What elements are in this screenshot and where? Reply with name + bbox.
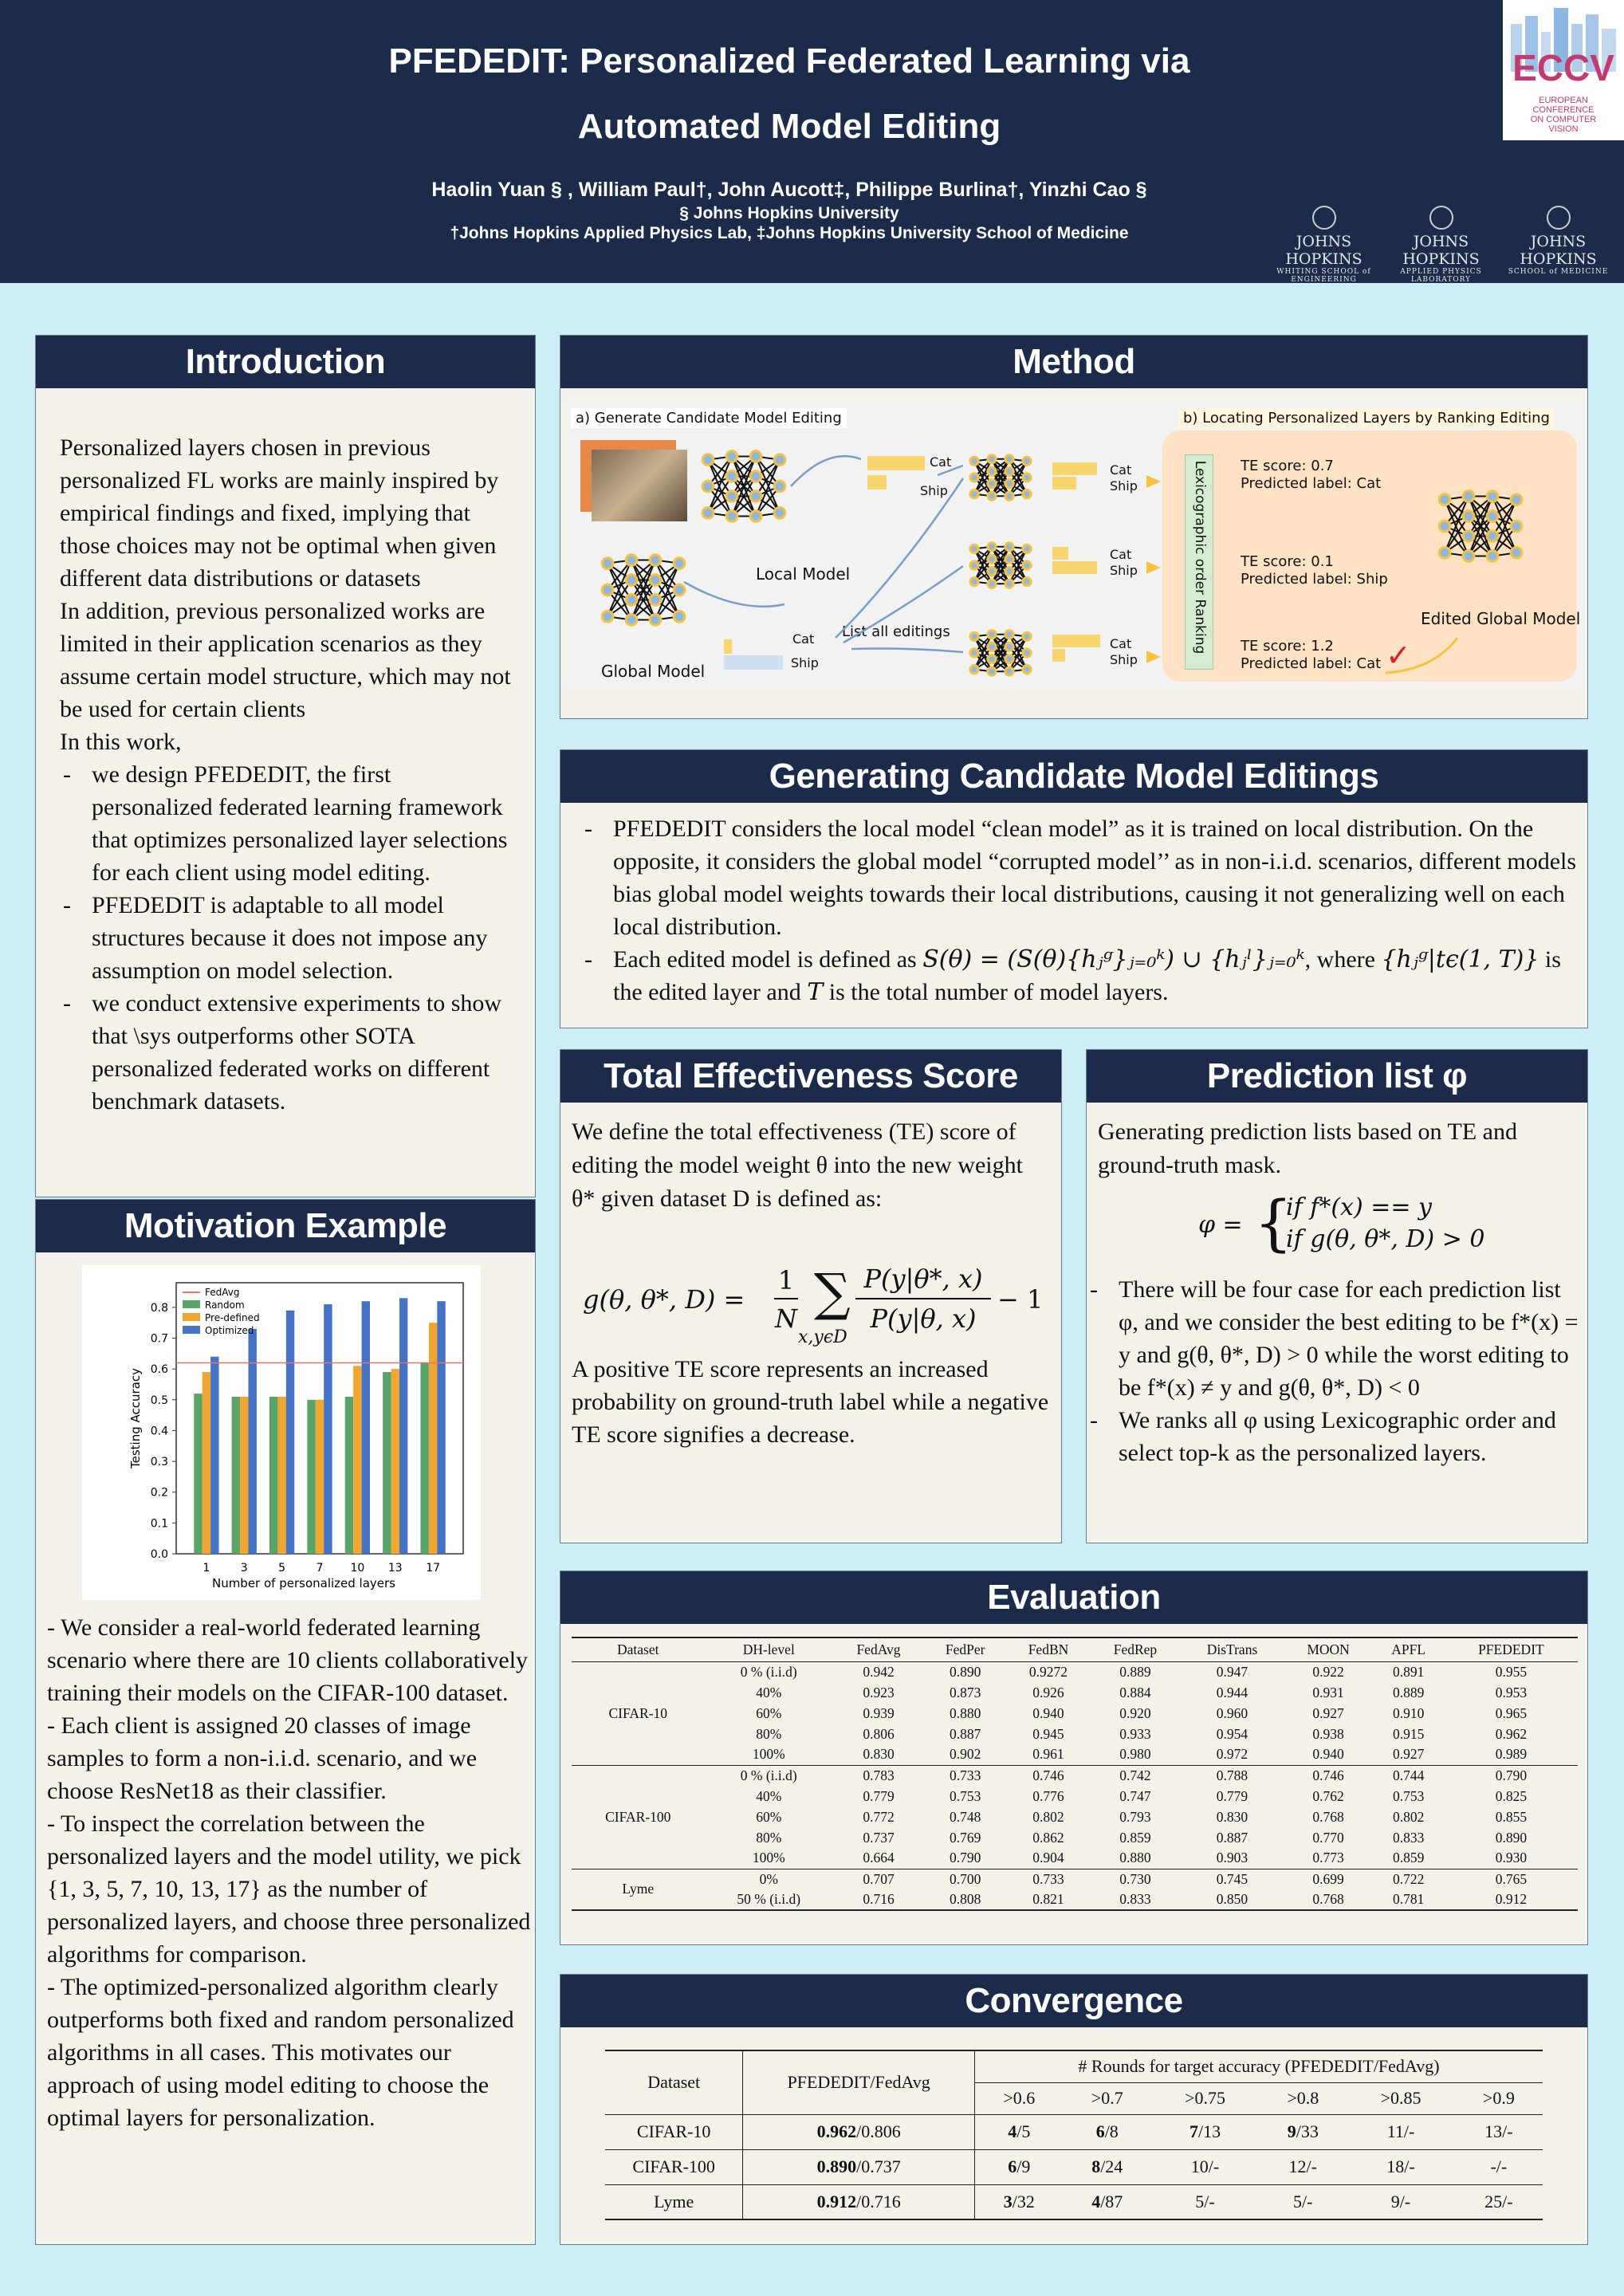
table-cell: 8/24 xyxy=(1091,2156,1123,2176)
introduction-heading: Introduction xyxy=(36,336,535,388)
y-tick-label: 0.5 xyxy=(150,1394,168,1407)
table-cell: 11/- xyxy=(1386,2121,1415,2141)
class-label: Cat xyxy=(930,454,952,470)
class-label: Ship xyxy=(1110,563,1138,578)
table-cell: 0.753 xyxy=(1392,1787,1425,1804)
table-cell: 0.944 xyxy=(1216,1684,1248,1700)
table-cell: 0.927 xyxy=(1392,1746,1425,1763)
table-cell: 0.940 xyxy=(1312,1746,1344,1763)
table-cell: 0.806 xyxy=(863,1725,895,1742)
table-cell: 0.954 xyxy=(1216,1725,1248,1742)
x-tick-label: 5 xyxy=(278,1562,286,1575)
flow-arrows xyxy=(564,399,1585,687)
table-cell: 0.940 xyxy=(1032,1704,1064,1721)
convergence-panel xyxy=(560,1974,1588,2245)
jhu-seal-icon xyxy=(1312,206,1336,230)
bar-pre-defined xyxy=(316,1400,324,1554)
table-cell: 0.747 xyxy=(1119,1787,1151,1804)
table-cell: 0.887 xyxy=(949,1725,981,1742)
table-cell: 0.922 xyxy=(1312,1663,1344,1680)
te-definition: We define the total effectiveness (TE) score of editing the model weight θ into the new weight θ* given dataset D is defined as: xyxy=(572,1119,1023,1212)
y-tick-label: 0.3 xyxy=(150,1456,168,1469)
table-cell: 25/- xyxy=(1484,2191,1513,2211)
table-cell: 0.859 xyxy=(1392,1850,1425,1866)
table-cell: 0.769 xyxy=(949,1829,981,1846)
table-cell: 0.923 xyxy=(863,1684,895,1700)
table-cell: 0.781 xyxy=(1392,1891,1425,1907)
table-cell: 0.931 xyxy=(1312,1684,1344,1700)
motivation-paragraph: - We consider a real-world federated learning scenario where there are 10 clients collaboratively training their models on the CIFAR-100 dataset. xyxy=(47,1614,529,1706)
table-cell: 0.960 xyxy=(1216,1704,1248,1721)
threshold-header: >0.8 xyxy=(1287,2088,1319,2108)
bar-random xyxy=(269,1397,277,1554)
table-cell: 0.707 xyxy=(863,1870,895,1887)
affiliation-apl: †Johns Hopkins Applied Physics Lab, ‡Johns Hopkins University School of Medicine xyxy=(450,224,1129,242)
table-cell: 6/9 xyxy=(1008,2156,1031,2176)
table-cell: 0.733 xyxy=(1032,1870,1064,1887)
author-list: Haolin Yuan § , William Paul†, John Aucott‡, Philippe Burlina†, Yinzhi Cao § xyxy=(431,179,1147,201)
table-cell: 0.962/0.806 xyxy=(743,2114,975,2149)
bar-pre-defined xyxy=(277,1397,285,1554)
table-cell: 0.880 xyxy=(949,1704,981,1721)
table-cell: 60% xyxy=(756,1808,782,1825)
list-item: - PFEDEDIT considers the local model “clean model” as it is trained on local distribution. On the opposite, it considers the global model “corrupted model’’ as in non-i.i.d. scenarios, different models bias global model weights towards their local distributions, causing it not generalizing well on each local distribution. xyxy=(581,812,1587,943)
dataset-cell: Lyme xyxy=(622,1881,655,1897)
table-cell: 0.762 xyxy=(1312,1787,1344,1804)
table-row xyxy=(572,1827,1578,1848)
table-cell: 0.742 xyxy=(1119,1767,1151,1783)
table-cell: 0.862 xyxy=(1032,1829,1064,1846)
table-cell: 0.890 xyxy=(1495,1829,1528,1846)
table-cell: 0.939 xyxy=(863,1704,895,1721)
poster-header xyxy=(0,0,1624,283)
y-tick-label: 0.6 xyxy=(150,1363,168,1377)
y-tick-label: 0.7 xyxy=(150,1332,168,1346)
x-tick-label: 1 xyxy=(203,1562,210,1575)
table-cell: 0.855 xyxy=(1495,1808,1528,1825)
table-row xyxy=(605,2184,1543,2219)
introduction-panel xyxy=(35,335,536,1197)
bar-pre-defined xyxy=(429,1323,437,1554)
table-cell: 0.955 xyxy=(1495,1663,1528,1680)
x-tick-label: 13 xyxy=(387,1562,403,1575)
poster-title-line1: PFEDEDIT: Personalized Federated Learning via xyxy=(388,41,1190,81)
dataset-cell: Lyme xyxy=(605,2184,743,2219)
legend-entry: FedAvg xyxy=(205,1287,240,1298)
threshold-header: >0.85 xyxy=(1380,2088,1421,2108)
bar-random xyxy=(307,1400,315,1554)
poster-title-line2: Automated Model Editing xyxy=(577,107,1001,146)
motivation-paragraph: - To inspect the correlation between the personalized layers and the model utility, we pick {1, 3, 5, 7, 10, 13, 17} as the number of personalized layers, and choose three personalized algorithms for comparison. xyxy=(47,1810,531,1968)
table-cell: 0.802 xyxy=(1392,1808,1425,1825)
list-editings-label: List all editings xyxy=(842,623,950,640)
table-cell: 0 % (i.i.d) xyxy=(740,1663,797,1680)
table-cell: 0.821 xyxy=(1032,1891,1064,1907)
jhu-seal-icon xyxy=(1429,206,1453,230)
step-a-label: a) Generate Candidate Model Editing xyxy=(571,408,847,428)
table-cell: 0.699 xyxy=(1312,1870,1344,1887)
prediction-list-heading: Prediction list φ xyxy=(1087,1050,1587,1103)
evaluation-panel xyxy=(560,1571,1588,1945)
eccv-wordmark: ECCV xyxy=(1512,47,1614,88)
table-cell: 0.903 xyxy=(1216,1850,1248,1866)
x-tick-label: 7 xyxy=(316,1562,324,1575)
table-cell: 100% xyxy=(752,1850,785,1866)
evaluation-heading: Evaluation xyxy=(560,1571,1587,1624)
table-cell: 0.912/0.716 xyxy=(743,2184,975,2219)
table-cell: 0.746 xyxy=(1032,1767,1064,1783)
table-cell: 0.716 xyxy=(863,1891,895,1907)
table-cell: 0.788 xyxy=(1216,1767,1248,1783)
y-tick-label: 0.0 xyxy=(150,1548,168,1561)
column-header: PFEDEDIT/FedAvg xyxy=(743,2050,975,2114)
column-header: MOON xyxy=(1307,1641,1350,1657)
table-cell: 0.972 xyxy=(1216,1746,1248,1763)
bar-pre-defined xyxy=(353,1366,361,1554)
table-cell: 0.776 xyxy=(1032,1787,1064,1804)
column-header: FedAvg xyxy=(856,1641,901,1657)
prediction-list-panel xyxy=(1086,1049,1588,1543)
dataset-cell: CIFAR-100 xyxy=(605,2149,743,2184)
table-cell: 5/- xyxy=(1195,2191,1215,2211)
table-cell: 9/33 xyxy=(1287,2121,1319,2141)
jhu-medicine-logo: JOHNS HOPKINS SCHOOL of MEDICINE xyxy=(1500,206,1616,276)
class-label: Cat xyxy=(1110,462,1132,478)
table-cell: 9/- xyxy=(1390,2191,1411,2211)
table-cell: 0.961 xyxy=(1032,1746,1064,1763)
eccv-logo xyxy=(1503,0,1624,140)
table-cell: 0.942 xyxy=(863,1663,895,1680)
column-header: # Rounds for target accuracy (PFEDEDIT/FedAvg) xyxy=(974,2050,1543,2082)
table-row xyxy=(605,2149,1543,2184)
intro-paragraph: In this work, xyxy=(60,729,182,755)
column-header: Dataset xyxy=(605,2050,743,2114)
bar-random xyxy=(232,1397,240,1554)
step-b-label: b) Locating Personalized Layers by Ranking Editing xyxy=(1178,408,1555,428)
motivation-paragraph: - Each client is assigned 20 classes of image samples to form a non-i.i.d. scenario, and we choose ResNet18 as their classifier. xyxy=(47,1712,478,1804)
motivation-chart xyxy=(82,1265,481,1600)
column-header: PFEDEDIT xyxy=(1478,1641,1544,1657)
table-cell: 0.910 xyxy=(1392,1704,1425,1721)
y-axis-label: Testing Accuracy xyxy=(128,1368,143,1468)
table-cell: 0.887 xyxy=(1216,1829,1248,1846)
table-cell: 0.938 xyxy=(1312,1725,1344,1742)
table-row xyxy=(572,1786,1578,1807)
x-tick-label: 17 xyxy=(426,1562,441,1575)
table-cell: 0 % (i.i.d) xyxy=(740,1767,797,1783)
bar-optimized xyxy=(324,1304,332,1554)
threshold-header: >0.9 xyxy=(1482,2088,1515,2108)
x-tick-label: 3 xyxy=(240,1562,248,1575)
generating-panel xyxy=(560,749,1588,1028)
table-cell: 0.904 xyxy=(1032,1850,1064,1866)
table-cell: 80% xyxy=(756,1725,782,1742)
bar-pre-defined xyxy=(203,1372,210,1554)
list-item: - Each edited model is defined as S(θ) = (S(θ){hⱼᵍ}ⱼ₌₀ᵏ) ∪ {hⱼˡ}ⱼ₌₀ᵏ, where {hⱼᵍ|tϵ(1, T)} is the edited layer and T is the total number of model layers. xyxy=(581,943,1587,1008)
accuracy-bar-chart xyxy=(82,1265,481,1600)
table-cell: 0.833 xyxy=(1119,1891,1151,1907)
table-cell: 0.770 xyxy=(1312,1829,1344,1846)
table-cell: 100% xyxy=(752,1746,785,1763)
column-header: Dataset xyxy=(617,1641,659,1657)
list-item: - we design PFEDEDIT, the first personalized federated learning framework that optimizes personalized layer selections for each client using model editing. xyxy=(60,758,514,889)
table-cell: 0.773 xyxy=(1312,1850,1344,1866)
threshold-header: >0.75 xyxy=(1185,2088,1225,2108)
legend-entry: Random xyxy=(205,1299,245,1311)
te-score-entry: TE score: 1.2 Predicted label: Cat xyxy=(1241,638,1382,672)
table-cell: 0.825 xyxy=(1495,1787,1528,1804)
table-row xyxy=(572,1703,1578,1724)
check-icon: ✓ xyxy=(1386,638,1411,673)
bar-optimized xyxy=(437,1301,445,1554)
table-cell: 0.783 xyxy=(863,1767,895,1783)
table-cell: 0.746 xyxy=(1312,1767,1344,1783)
table-cell: 60% xyxy=(756,1704,782,1721)
prediction-bullet-list xyxy=(1087,1273,1584,1469)
y-tick-label: 0.2 xyxy=(150,1486,168,1500)
edited-global-model-label: Edited Global Model xyxy=(1421,609,1581,628)
affiliation-jhu: § Johns Hopkins University xyxy=(679,204,899,222)
list-item: - we conduct extensive experiments to show that \sys outperforms other SOTA personalized federated works on different benchmark datasets. xyxy=(60,987,514,1118)
table-cell: 0.768 xyxy=(1312,1891,1344,1907)
table-cell: 0.765 xyxy=(1495,1870,1528,1887)
table-cell: 0.920 xyxy=(1119,1704,1151,1721)
table-cell: 0.947 xyxy=(1216,1663,1248,1680)
table-cell: 0.880 xyxy=(1119,1850,1151,1866)
table-cell: 80% xyxy=(756,1829,782,1846)
table-cell: 0.980 xyxy=(1119,1746,1151,1763)
table-cell: 0.9272 xyxy=(1028,1663,1068,1680)
column-header: DisTrans xyxy=(1206,1641,1258,1657)
table-cell: 50 % (i.i.d) xyxy=(737,1891,801,1907)
table-cell: 0.915 xyxy=(1392,1725,1425,1742)
method-heading: Method xyxy=(560,336,1587,388)
table-cell: 40% xyxy=(756,1787,782,1804)
table-cell: 0.926 xyxy=(1032,1684,1064,1700)
table-cell: 0.912 xyxy=(1495,1891,1528,1907)
legend-swatch xyxy=(183,1326,200,1334)
table-row xyxy=(605,2114,1543,2149)
local-model-label: Local Model xyxy=(756,564,851,584)
bar-random xyxy=(420,1362,428,1554)
class-label: Ship xyxy=(920,483,948,498)
table-cell: 0.833 xyxy=(1392,1829,1425,1846)
table-cell: 4/5 xyxy=(1008,2121,1031,2141)
bar-pre-defined xyxy=(391,1369,399,1554)
table-cell: 0.902 xyxy=(949,1746,981,1763)
te-score-heading: Total Effectiveness Score xyxy=(560,1050,1061,1103)
convergence-heading: Convergence xyxy=(560,1975,1587,2027)
dataset-cell: CIFAR-10 xyxy=(605,2114,743,2149)
table-row xyxy=(572,1765,1578,1786)
table-row xyxy=(572,1889,1578,1910)
table-cell: 0.802 xyxy=(1032,1808,1064,1825)
dataset-cell: CIFAR-10 xyxy=(608,1704,668,1721)
table-row xyxy=(572,1724,1578,1744)
intro-paragraph: In addition, previous personalized works are limited in their application scenarios as they assume certain model structure, which may not be used for certain clients xyxy=(60,598,511,722)
table-cell: 0.664 xyxy=(863,1850,895,1866)
table-cell: 0.793 xyxy=(1119,1808,1151,1825)
table-cell: 0.989 xyxy=(1495,1746,1528,1763)
column-header: FedPer xyxy=(945,1641,985,1657)
ranking-label: Lexicographic order Ranking xyxy=(1192,460,1208,655)
table-cell: 0.790 xyxy=(949,1850,981,1866)
list-item: - We ranks all φ using Lexicographic order and select top-k as the personalized layers. xyxy=(1087,1404,1584,1469)
bar-random xyxy=(194,1394,202,1554)
te-score-panel xyxy=(560,1049,1062,1543)
table-row xyxy=(572,1661,1578,1682)
threshold-header: >0.6 xyxy=(1003,2088,1036,2108)
table-cell: 0% xyxy=(759,1870,778,1887)
table-cell: 0.830 xyxy=(1216,1808,1248,1825)
table-cell: 0.748 xyxy=(949,1808,981,1825)
table-cell: 0.890 xyxy=(949,1663,981,1680)
table-cell: 0.830 xyxy=(863,1746,895,1763)
dataset-cell: CIFAR-100 xyxy=(605,1808,671,1825)
table-row xyxy=(572,1682,1578,1703)
jhu-engineering-logo: JOHNS HOPKINS WHITING SCHOOL of ENGINEERING xyxy=(1266,206,1382,284)
convergence-table xyxy=(605,2050,1543,2220)
intro-paragraph: Personalized layers chosen in previous personalized FL works are mainly inspired by empirical findings and fixed, implying that those choices may not be optimal when given different data distributions or datasets xyxy=(60,434,499,592)
class-label: Ship xyxy=(791,655,819,670)
table-cell: 0.953 xyxy=(1495,1684,1528,1700)
table-cell: 0.891 xyxy=(1392,1663,1425,1680)
table-cell: 0.745 xyxy=(1216,1870,1248,1887)
generating-heading: Generating Candidate Model Editings xyxy=(560,750,1587,803)
table-cell: 0.730 xyxy=(1119,1870,1151,1887)
motivation-heading: Motivation Example xyxy=(36,1200,535,1252)
bar-optimized xyxy=(210,1357,218,1554)
table-cell: 40% xyxy=(756,1684,782,1700)
bar-optimized xyxy=(399,1298,407,1554)
table-cell: 0.945 xyxy=(1032,1725,1064,1742)
class-label: Cat xyxy=(1110,636,1132,651)
table-cell: 0.779 xyxy=(1216,1787,1248,1804)
column-header: FedBN xyxy=(1028,1641,1069,1657)
column-header: DH-level xyxy=(742,1641,795,1657)
legend-swatch xyxy=(183,1313,200,1321)
bar-random xyxy=(383,1372,391,1554)
jhu-apl-logo: JOHNS HOPKINS APPLIED PHYSICS LABORATORY xyxy=(1383,206,1499,284)
phi-formula: φ = { if f*(x) == y if g(θ, θ*, D) > 0 xyxy=(1198,1187,1485,1258)
table-cell: 0.733 xyxy=(949,1767,981,1783)
legend-entry: Pre-defined xyxy=(205,1312,260,1323)
legend-entry: Optimized xyxy=(205,1325,254,1336)
table-cell: 0.859 xyxy=(1119,1829,1151,1846)
table-cell: 13/- xyxy=(1484,2121,1513,2141)
y-tick-label: 0.4 xyxy=(150,1425,168,1438)
bar-random xyxy=(345,1397,353,1554)
table-cell: 0.884 xyxy=(1119,1684,1151,1700)
table-cell: 0.965 xyxy=(1495,1704,1528,1721)
bar-optimized xyxy=(362,1301,370,1554)
table-row xyxy=(572,1807,1578,1827)
threshold-header: >0.7 xyxy=(1091,2088,1123,2108)
motivation-panel xyxy=(35,1199,536,2245)
table-cell: 4/87 xyxy=(1091,2191,1123,2211)
column-header: FedRep xyxy=(1113,1641,1158,1657)
column-header: APFL xyxy=(1391,1641,1426,1657)
table-cell: 5/- xyxy=(1293,2191,1313,2211)
table-cell: 0.962 xyxy=(1495,1725,1528,1742)
table-row xyxy=(572,1848,1578,1869)
table-cell: 0.700 xyxy=(949,1870,981,1887)
intro-bullet-list xyxy=(60,758,514,1118)
table-cell: 0.889 xyxy=(1119,1663,1151,1680)
x-tick-label: 10 xyxy=(350,1562,365,1575)
te-interpretation: A positive TE score represents an increased probability on ground-truth label while a negative TE score signifies a decrease. xyxy=(572,1356,1049,1448)
table-cell: 0.889 xyxy=(1392,1684,1425,1700)
table-cell: 0.753 xyxy=(949,1787,981,1804)
list-item: - There will be four case for each prediction list φ, and we consider the best editing to be f*(x) = y and g(θ, θ*, D) > 0 while the worst editing to be f*(x) ≠ y and g(θ, θ*, D) < 0 xyxy=(1087,1273,1584,1404)
table-cell: 0.890/0.737 xyxy=(743,2149,975,2184)
table-cell: 18/- xyxy=(1386,2156,1415,2176)
table-cell: 0.768 xyxy=(1312,1808,1344,1825)
te-score-entry: TE score: 0.7 Predicted label: Cat xyxy=(1241,458,1382,492)
table-cell: 6/8 xyxy=(1095,2121,1119,2141)
table-cell: 0.933 xyxy=(1119,1725,1151,1742)
generating-bullet-list xyxy=(560,803,1587,1008)
eccv-subtitle: EUROPEAN CONFERENCE ON COMPUTER VISION xyxy=(1530,96,1597,134)
class-label: Cat xyxy=(792,631,815,647)
table-cell: 0.772 xyxy=(863,1808,895,1825)
table-cell: 0.779 xyxy=(863,1787,895,1804)
table-cell: 3/32 xyxy=(1003,2191,1035,2211)
edited-global-network-icon xyxy=(1437,478,1524,574)
legend-swatch xyxy=(183,1300,200,1308)
table-cell: 12/- xyxy=(1288,2156,1317,2176)
class-label: Cat xyxy=(1110,547,1132,562)
table-cell: 0.737 xyxy=(863,1829,895,1846)
table-cell: 0.873 xyxy=(949,1684,981,1700)
x-axis-label: Number of personalized layers xyxy=(211,1576,396,1590)
table-cell: -/- xyxy=(1490,2156,1508,2176)
te-score-entry: TE score: 0.1 Predicted label: Ship xyxy=(1241,553,1388,588)
table-row xyxy=(572,1869,1578,1889)
list-item: - PFEDEDIT is adaptable to all model structures because it does not impose any assumption on model selection. xyxy=(60,889,514,987)
method-diagram xyxy=(564,399,1585,687)
table-cell: 0.850 xyxy=(1216,1891,1248,1907)
motivation-paragraph: - The optimized-personalized algorithm clearly outperforms both fixed and random personalized algorithms in all cases. This motivates our approach of using model editing to choose the optimal layers for personalization. xyxy=(47,1974,514,2131)
table-cell: 0.927 xyxy=(1312,1704,1344,1721)
global-model-label: Global Model xyxy=(601,662,706,681)
table-cell: 10/- xyxy=(1190,2156,1220,2176)
table-cell: 0.722 xyxy=(1392,1870,1425,1887)
te-formula: g(θ, θ*, D) = 1 N ∑ x,yϵD P(y|θ*, x) P(y|θ, x) − 1 xyxy=(583,1264,1044,1347)
jhu-seal-icon xyxy=(1547,206,1571,230)
table-cell: 7/13 xyxy=(1189,2121,1221,2141)
y-tick-label: 0.1 xyxy=(150,1517,168,1531)
table-cell: 0.808 xyxy=(949,1891,981,1907)
table-cell: 0.744 xyxy=(1392,1767,1425,1783)
bar-optimized xyxy=(286,1311,294,1554)
lexicographic-ranking-box xyxy=(1185,454,1213,670)
y-tick-label: 0.8 xyxy=(150,1301,168,1315)
class-label: Ship xyxy=(1110,652,1138,667)
table-row xyxy=(572,1744,1578,1765)
prediction-intro: Generating prediction lists based on TE and ground-truth mask. xyxy=(1098,1119,1517,1178)
evaluation-table xyxy=(572,1637,1578,1911)
bar-pre-defined xyxy=(240,1397,248,1554)
table-cell: 0.790 xyxy=(1495,1767,1528,1783)
class-label: Ship xyxy=(1110,478,1138,493)
table-cell: 0.930 xyxy=(1495,1850,1528,1866)
